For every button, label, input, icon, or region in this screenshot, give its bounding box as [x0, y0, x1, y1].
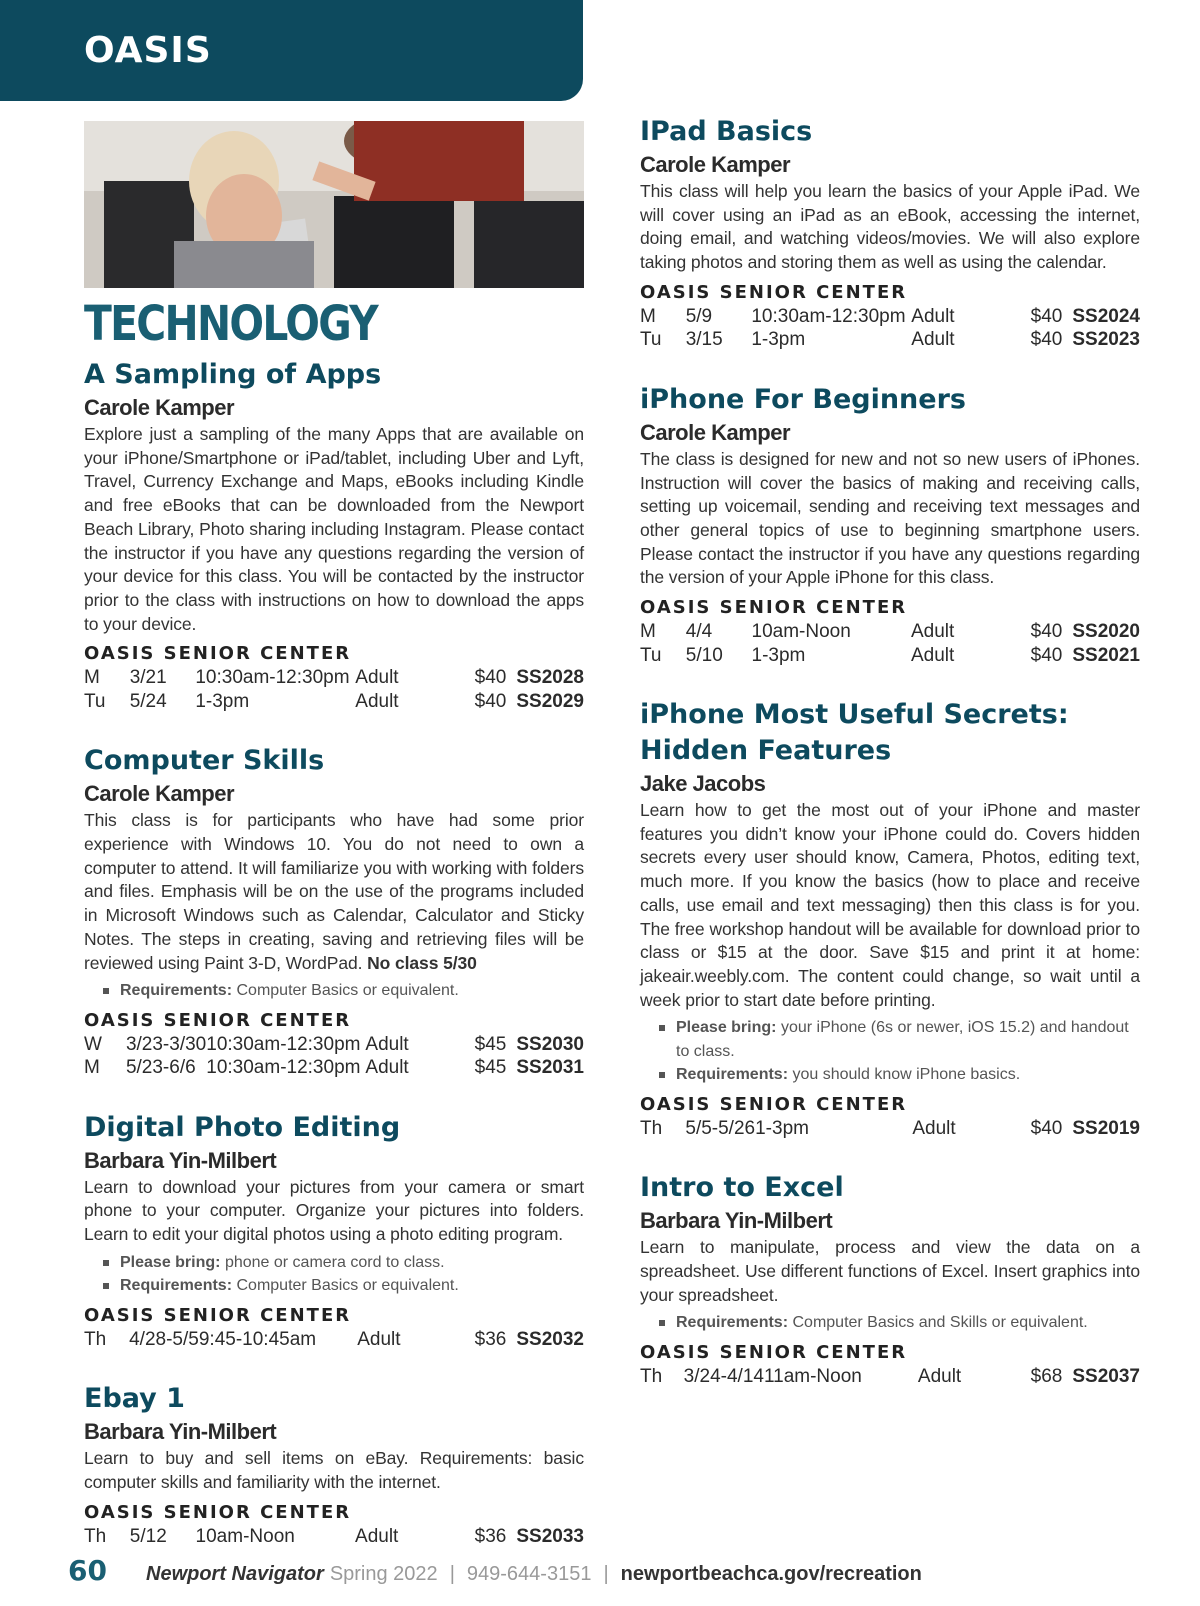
session-time: 10am-Noon [195, 1525, 295, 1547]
publication-name: Newport Navigator [146, 1563, 324, 1585]
session-time: 1-3pm [751, 644, 806, 666]
session-table [84, 1033, 584, 1080]
session-date: 3/15 [685, 329, 723, 351]
session-row [640, 1365, 1140, 1389]
course-description-text: The class is designed for new and not so new users of iPhones. Instruction will cover the basics of making and receiving calls, setting up voicemail, sending and receiving text messages and other general topics of use to beginning smartphone users. Please contact the instructor if you have any questions regarding the version of your Apple iPhone for this class. [640, 448, 1140, 588]
session-code[interactable]: SS2023 [1072, 329, 1140, 351]
session-age: Adult [355, 690, 399, 712]
course-note-item [120, 1274, 584, 1298]
course-title: iPhone For Beginners [640, 383, 966, 415]
session-time: 10am-Noon [751, 621, 851, 643]
session-date: 4/28-5/5 [129, 1328, 199, 1350]
course-description [84, 1447, 584, 1494]
session-age: Adult [912, 1117, 956, 1139]
session-code[interactable]: SS2024 [1072, 305, 1140, 327]
session-row [84, 666, 584, 690]
session-age: Adult [365, 1033, 409, 1055]
course-description-text: Learn to buy and sell items on eBay. Requirements: basic computer skills and familiarity with the internet. [84, 1448, 584, 1493]
course-description [640, 1236, 1140, 1307]
course-description-text: Learn to manipulate, process and view the data on a spreadsheet. Use different functions of Excel. Insert graphics into your spreadsheet. [640, 1237, 1140, 1305]
session-fee: $40 [474, 667, 507, 689]
note-text: Computer Basics or equivalent. [236, 1277, 459, 1295]
note-label: Please bring: [676, 1019, 777, 1037]
session-date: 5/23-6/6 [125, 1057, 196, 1079]
course-location: OASIS SENIOR CENTER [640, 597, 908, 619]
session-code[interactable]: SS2030 [516, 1033, 584, 1055]
course-block [84, 357, 584, 713]
session-time: 11am-Noon [763, 1365, 862, 1387]
course-description [640, 180, 1140, 275]
session-fee: $40 [1030, 644, 1063, 666]
session-date: 5/5-5/26 [685, 1117, 756, 1139]
page-footer [68, 1554, 1168, 1590]
course-block [84, 1110, 584, 1352]
session-code[interactable]: SS2031 [516, 1057, 584, 1079]
course-location: OASIS SENIOR CENTER [84, 643, 352, 665]
course-title: Intro to Excel [640, 1172, 844, 1204]
course-notes [676, 1016, 1140, 1087]
session-day: Tu [84, 690, 106, 712]
course-description [640, 448, 1140, 590]
page-number: 60 [68, 1554, 107, 1587]
session-day: Tu [640, 329, 662, 351]
course-instructor: Carole Kamper [640, 152, 791, 177]
publication-season: Spring 2022 [329, 1563, 438, 1585]
session-age: Adult [911, 329, 955, 351]
course-instructor: Jake Jacobs [640, 771, 766, 797]
course-title: Computer Skills [84, 745, 325, 777]
footer-phone: 949-644-3151 [466, 1563, 592, 1585]
session-row [84, 1328, 584, 1352]
session-time: 1-3pm [755, 1117, 809, 1139]
session-fee: $45 [474, 1057, 507, 1079]
session-date: 5/10 [685, 644, 723, 666]
course-instructor: Carole Kamper [84, 395, 235, 420]
session-date: 5/24 [129, 690, 167, 712]
session-age: Adult [355, 1525, 399, 1547]
session-fee: $40 [1030, 305, 1063, 327]
course-location: OASIS SENIOR CENTER [84, 1501, 352, 1523]
session-age: Adult [917, 1365, 962, 1387]
course-instructor: Carole Kamper [84, 781, 235, 807]
session-day: Th [84, 1328, 107, 1350]
session-code[interactable]: SS2029 [516, 690, 584, 712]
session-date: 5/9 [685, 305, 713, 327]
course-block [640, 114, 1140, 352]
note-label: Please bring: [120, 1253, 221, 1271]
course-note-item [120, 979, 584, 1003]
course-location: OASIS SENIOR CENTER [640, 1341, 908, 1363]
course-instructor: Barbara Yin-Milbert [84, 1419, 277, 1445]
session-day: M [640, 305, 656, 327]
session-table [640, 305, 1140, 352]
course-instructor: Carole Kamper [640, 419, 791, 445]
session-age: Adult [911, 644, 955, 666]
course-location: OASIS SENIOR CENTER [84, 1009, 352, 1031]
session-table [640, 620, 1140, 667]
session-age: Adult [357, 1328, 401, 1350]
section-title: TECHNOLOGY [84, 296, 377, 352]
session-time: 9:45-10:45am [198, 1328, 317, 1350]
session-table [84, 1525, 584, 1549]
session-code[interactable]: SS2020 [1072, 621, 1140, 643]
course-description [640, 799, 1140, 1012]
course-block [84, 743, 584, 1079]
course-note-item [676, 1311, 1140, 1335]
right-column [640, 114, 1140, 1418]
session-code[interactable]: SS2032 [516, 1328, 584, 1350]
note-text: Computer Basics or equivalent. [236, 982, 459, 1000]
course-instructor: Barbara Yin-Milbert [640, 1208, 833, 1234]
course-title: Digital Photo Editing [84, 1111, 401, 1143]
note-text: you should know iPhone basics. [792, 1066, 1021, 1084]
course-block [84, 1381, 584, 1548]
course-note-item [120, 1251, 584, 1275]
session-code[interactable]: SS2021 [1072, 644, 1140, 666]
session-time: 1-3pm [751, 329, 806, 351]
header-band [0, 0, 583, 101]
session-day: Th [84, 1525, 107, 1547]
course-description-text: Learn how to get the most out of your iPhone and master features you didn’t know your iPhone could do. Covers hidden secrets every user should know, Camera, Photos, editing text, much more. If you know the basics (how to place and receive calls, use email and text messaging) then this class is for you. The free workshop handout will be available for download prior to class or $15 at the door. Save $15 and print it at home: jakeair.weebly.com. The content could change, so wait until a week prior to start date before printing. [640, 800, 1140, 1010]
session-day: Th [640, 1117, 663, 1139]
course-description-text: This class will help you learn the basics of your Apple iPad. We will cover using an iPad as an eBook, accessing the internet, doing email, and watching videos/movies. We will also explore taking photos and storing them as well as using the calendar. [640, 181, 1140, 273]
course-description-note: No class 5/30 [367, 952, 477, 973]
footer-separator: | [449, 1563, 455, 1585]
course-title: iPhone Most Useful Secrets: Hidden Features [640, 699, 1069, 767]
session-code[interactable]: SS2019 [1072, 1117, 1140, 1139]
session-fee: $68 [1030, 1365, 1063, 1387]
course-block [640, 382, 1140, 667]
session-date: 5/12 [129, 1525, 167, 1547]
course-note-item [676, 1063, 1140, 1087]
course-block [640, 697, 1140, 1140]
session-row [84, 690, 584, 714]
session-time: 10:30am-12:30pm [206, 1057, 361, 1079]
session-fee: $40 [1030, 1117, 1063, 1139]
session-age: Adult [365, 1057, 409, 1079]
note-label: Requirements: [120, 982, 233, 1000]
session-time: 10:30am-12:30pm [206, 1033, 361, 1055]
course-note-item [676, 1016, 1140, 1063]
session-day: M [640, 621, 656, 643]
session-row [84, 1056, 584, 1080]
session-code[interactable]: SS2037 [1072, 1365, 1140, 1387]
course-description [84, 1176, 584, 1247]
session-time: 10:30am-12:30pm [751, 305, 906, 327]
session-row [640, 328, 1140, 352]
session-row [84, 1033, 584, 1057]
session-date: 3/24-4/14 [683, 1365, 764, 1387]
session-code[interactable]: SS2028 [516, 667, 584, 689]
course-notes [676, 1311, 1140, 1335]
session-age: Adult [911, 621, 955, 643]
session-day: M [84, 1057, 100, 1079]
session-day: Th [640, 1365, 663, 1387]
class-photo-image [84, 121, 584, 288]
session-table [84, 666, 584, 713]
note-text: your iPhone (6s or newer, iOS 15.2) and handout to class. [676, 1019, 1129, 1060]
session-fee: $36 [474, 1525, 507, 1547]
course-instructor: Barbara Yin-Milbert [84, 1147, 277, 1173]
course-notes [120, 979, 584, 1003]
course-description-text: Learn to download your pictures from your camera or smart phone to your computer. Organize your pictures into folders. Learn to edit your digital photos using a photo editing program. [84, 1176, 584, 1245]
session-day: W [84, 1033, 102, 1055]
session-date: 3/21 [129, 667, 167, 689]
session-time: 10:30am-12:30pm [195, 667, 350, 689]
footer-separator: | [603, 1563, 609, 1585]
session-row [640, 1117, 1140, 1141]
note-text: phone or camera cord to class. [224, 1253, 445, 1271]
session-table [640, 1117, 1140, 1141]
session-table [84, 1328, 584, 1352]
footer-url[interactable]: newportbeachca.gov/recreation [620, 1563, 922, 1585]
session-row [640, 644, 1140, 668]
course-title: Ebay 1 [84, 1383, 185, 1415]
session-time: 1-3pm [195, 690, 250, 712]
course-title: IPad Basics [640, 116, 813, 147]
course-description-text: This class is for participants who have had some prior experience with Windows 10. You do not need to own a computer to attend. It will familiarize you with working with folders and files. Emphasis will be on the use of the programs included in Microsoft Windows such as Calendar, Calculator and Sticky Notes. The steps in creating, saving and retrieving files will be reviewed using Paint 3-D, WordPad. [84, 810, 584, 973]
header-title: OASIS [84, 30, 212, 71]
class-photo [84, 121, 584, 288]
session-day: M [84, 667, 100, 689]
session-row [84, 1525, 584, 1549]
course-location: OASIS SENIOR CENTER [640, 1093, 908, 1115]
note-label: Requirements: [120, 1277, 233, 1295]
course-description [84, 809, 584, 975]
course-location: OASIS SENIOR CENTER [84, 1304, 352, 1326]
session-fee: $40 [1030, 621, 1063, 643]
note-label: Requirements: [676, 1066, 789, 1084]
session-fee: $45 [474, 1033, 507, 1055]
course-title: A Sampling of Apps [84, 359, 382, 390]
session-row [640, 305, 1140, 329]
session-date: 4/4 [685, 621, 713, 643]
session-age: Adult [355, 667, 399, 689]
course-block [640, 1170, 1140, 1388]
session-fee: $40 [474, 690, 507, 712]
note-text: Computer Basics and Skills or equivalent. [792, 1314, 1088, 1332]
session-fee: $36 [474, 1328, 507, 1350]
session-row [640, 620, 1140, 644]
session-day: Tu [640, 644, 662, 666]
session-code[interactable]: SS2033 [516, 1525, 584, 1547]
session-age: Adult [911, 305, 955, 327]
course-location: OASIS SENIOR CENTER [640, 281, 908, 303]
course-description-text: Explore just a sampling of the many Apps that are available on your iPhone/Smartphone or iPad/tablet, including Uber and Lyft, Travel, Currency Exchange and Maps, eBooks including Kindle and free eBooks that can be downloaded from the Newport Beach Library, Photo sharing including Instagram. Please contact the instructor if you have any questions regarding the version of your device for this class. You will be contacted by the instructor prior to the class with instructions on how to download the apps to your device. [84, 424, 584, 634]
course-description [84, 423, 584, 636]
session-table [640, 1365, 1140, 1389]
course-notes [120, 1251, 584, 1298]
session-date: 3/23-3/30 [125, 1033, 207, 1055]
note-label: Requirements: [676, 1314, 789, 1332]
session-fee: $40 [1030, 329, 1063, 351]
left-column [84, 357, 584, 1578]
